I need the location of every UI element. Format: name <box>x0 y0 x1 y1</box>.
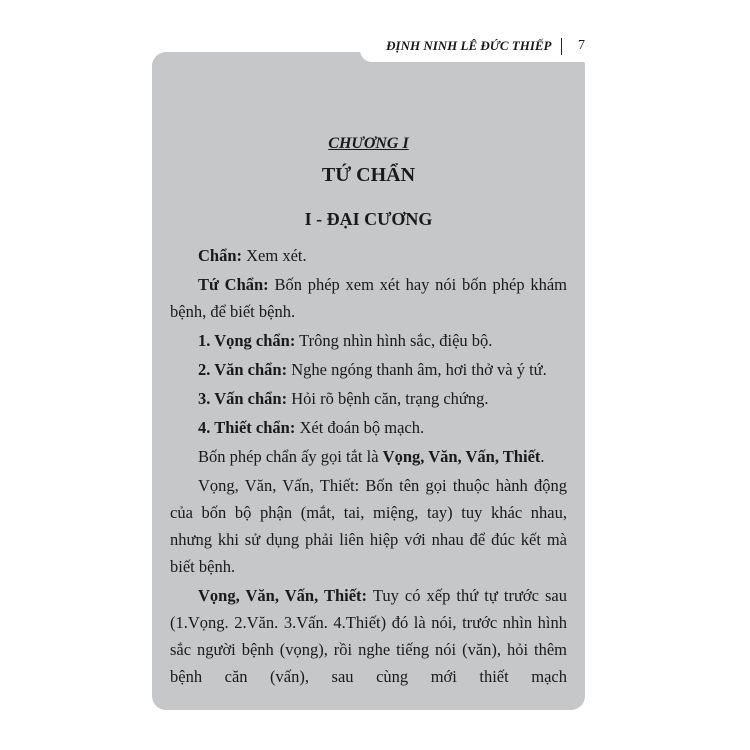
term: Vọng, Văn, Vấn, Thiết <box>382 447 541 466</box>
paragraph <box>170 356 567 383</box>
text: . <box>540 447 545 466</box>
text: Bốn phép chẩn ấy gọi tắt là <box>198 447 383 466</box>
term: 4. Thiết chẩn: <box>198 418 296 437</box>
term: 3. Vấn chẩn: <box>198 389 288 408</box>
header-divider <box>561 38 563 55</box>
definition: Hỏi rõ bệnh căn, trạng chứng. <box>287 389 489 408</box>
author-name: ĐỊNH NINH LÊ ĐỨC THIẾP <box>386 38 552 53</box>
definition: Nghe ngóng thanh âm, hơi thở và ý tứ. <box>287 360 547 379</box>
paragraph <box>170 242 567 269</box>
page-panel <box>152 52 585 710</box>
definition: Xét đoán bộ mạch. <box>295 418 425 437</box>
term: Tứ Chẩn: <box>198 275 269 294</box>
paragraph <box>170 414 567 441</box>
definition: Bốn phép xem xét hay nói bốn phép khám bệnh, để biết bệnh. <box>170 275 567 321</box>
page-content <box>170 132 567 690</box>
running-header <box>370 36 585 56</box>
page-number: 7 <box>578 38 585 53</box>
chapter-title: TỨ CHẨN <box>321 164 416 186</box>
text: Tuy có xếp thứ tự trước sau (1.Vọng. 2.Văn. 3.Vấn. 4.Thiết) đó là nói, trước nhìn hình sắc người bệnh (vọng), rồi nghe tiếng nói (văn), hỏi thêm bệnh căn (vấn), sau cùng mới thiết mạch <box>170 586 567 686</box>
term: 2. Văn chẩn: <box>198 360 288 379</box>
term: Vọng, Văn, Vấn, Thiết: <box>198 586 368 605</box>
paragraph <box>170 385 567 412</box>
text: Vọng, Văn, Vấn, Thiết: Bốn tên gọi thuộc hành động của bốn bộ phận (mắt, tai, miệng, tay) tuy khác nhau, nhưng khi sử dụng phải liên hiệp với nhau để đúc kết mà biết bệnh. <box>170 476 567 576</box>
section-heading: I - ĐẠI CƯƠNG <box>304 209 433 229</box>
chapter-label: CHƯƠNG I <box>328 135 409 152</box>
paragraph <box>170 443 567 470</box>
term: 1. Vọng chẩn: <box>198 331 296 350</box>
paragraph <box>170 582 567 690</box>
paragraph <box>170 271 567 325</box>
term: Chẩn: <box>198 246 243 265</box>
paragraph <box>170 472 567 580</box>
definition: Xem xét. <box>242 246 307 265</box>
definition: Trông nhìn hình sắc, điệu bộ. <box>295 331 493 350</box>
paragraph <box>170 327 567 354</box>
